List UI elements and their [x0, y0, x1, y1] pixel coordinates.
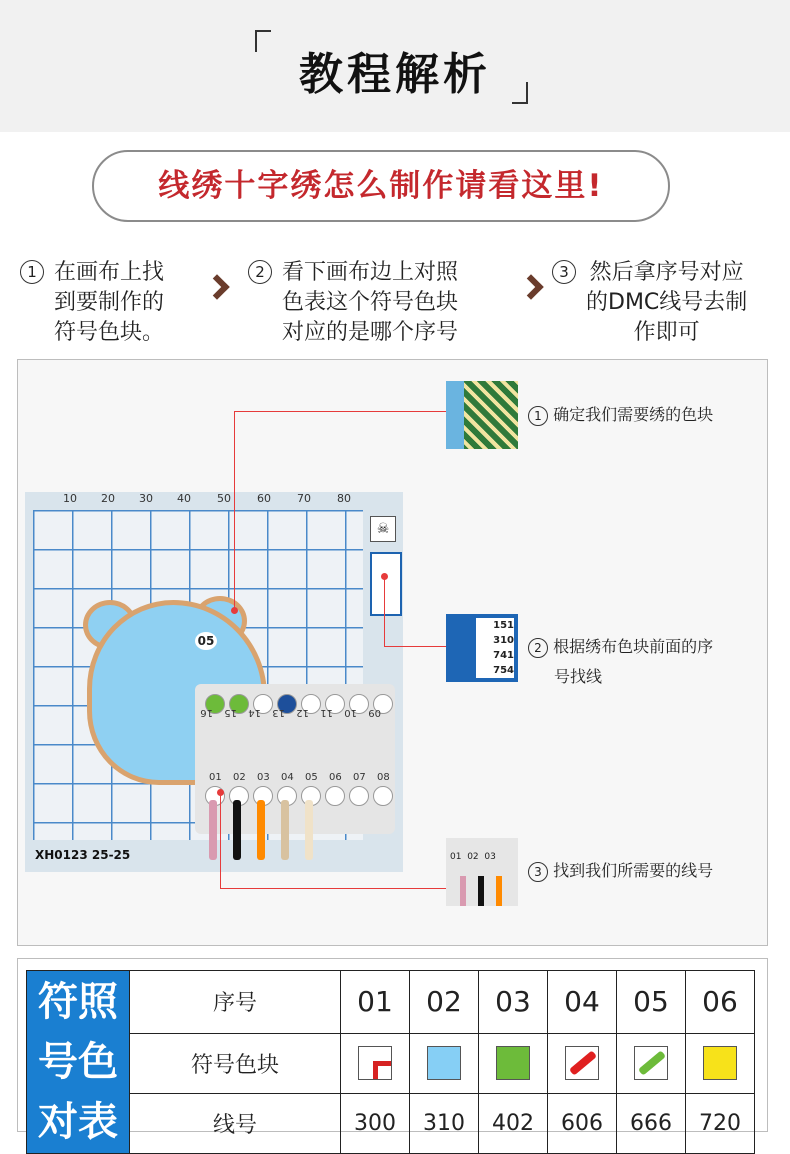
callout-text: 找到我们所需要的线号 — [553, 861, 714, 880]
marker-label: 05 — [195, 632, 217, 650]
step-number: 3 — [552, 260, 576, 284]
card-number: 10 — [344, 707, 357, 718]
thumb-legend-values — [476, 618, 514, 678]
step-text — [586, 258, 747, 348]
axis-label: 40 — [177, 492, 191, 505]
thread-beige — [281, 800, 289, 860]
axis-label: 50 — [217, 492, 231, 505]
legend-value: 310 — [493, 635, 514, 646]
thread-pink — [460, 876, 466, 906]
thumbnail-legend-chart — [446, 614, 518, 682]
index-cell: 02 — [410, 971, 479, 1034]
step-line: 作即可 — [633, 320, 700, 345]
step-text — [54, 258, 164, 348]
thread-black — [478, 876, 484, 906]
callout-1 — [528, 400, 713, 430]
axis-label: 60 — [257, 492, 271, 505]
card-number: 06 — [329, 772, 342, 783]
callout-2 — [528, 632, 713, 692]
pointer-line — [384, 576, 385, 646]
thumbnail-color-block — [446, 381, 518, 449]
step-line: 然后拿序号对应 — [589, 260, 744, 285]
card-number: 09 — [368, 707, 381, 718]
thread-orange — [257, 800, 265, 860]
axis-label: 20 — [101, 492, 115, 505]
step-line: 在画布上找 — [54, 260, 165, 285]
thread-hole — [373, 786, 393, 806]
pointer-line — [384, 646, 446, 647]
card-number: 01 — [209, 772, 222, 783]
callout-number: 2 — [528, 638, 548, 658]
thread-cell: 310 — [410, 1093, 479, 1153]
row-label-thread: 线号 — [130, 1093, 341, 1153]
side-char: 照 — [78, 979, 118, 1025]
page-title: 教程解析 — [299, 49, 491, 100]
axis-labels — [25, 492, 403, 506]
card-number: 14 — [248, 707, 261, 718]
legend-value: 754 — [493, 665, 514, 676]
card-number: 12 — [296, 707, 309, 718]
pattern-code: XH0123 25-25 — [35, 848, 131, 862]
thread-cell: 666 — [617, 1093, 686, 1153]
thread-hole — [349, 786, 369, 806]
table-side-label — [27, 971, 130, 1154]
card-number: 02 — [233, 772, 246, 783]
axis-label: 30 — [139, 492, 153, 505]
corner-bracket-right — [512, 82, 528, 104]
index-cell: 04 — [548, 971, 617, 1034]
index-cell: 03 — [479, 971, 548, 1034]
side-char: 对 — [38, 1099, 78, 1145]
legend-value: 151 — [493, 620, 514, 631]
card-number: 13 — [272, 707, 285, 718]
side-char: 符 — [38, 979, 78, 1025]
pointer-line — [234, 411, 446, 412]
card-number: 05 — [305, 772, 318, 783]
index-cell: 05 — [617, 971, 686, 1034]
swatch-cell — [686, 1033, 755, 1093]
pointer-dot — [231, 607, 238, 614]
swatch-cell — [617, 1033, 686, 1093]
symbol-color-table — [26, 970, 755, 1154]
step-line: 看下画布边上对照 — [282, 260, 459, 285]
axis-label: 70 — [297, 492, 311, 505]
step-line: 的DMC线号去制 — [586, 290, 748, 315]
card-number: 04 — [281, 772, 294, 783]
step-line: 色表这个符号色块 — [282, 290, 459, 315]
thread-cell: 606 — [548, 1093, 617, 1153]
header — [0, 0, 790, 132]
swatch-cell — [410, 1033, 479, 1093]
callout-text: 号找线 — [554, 667, 603, 686]
row-label-index: 序号 — [130, 971, 341, 1034]
thread-orange — [496, 876, 502, 906]
skull-icon: ☠ — [370, 516, 396, 542]
thread-cream — [305, 800, 313, 860]
thread-card — [195, 684, 395, 834]
card-number: 03 — [484, 852, 496, 862]
card-number: 11 — [320, 707, 333, 718]
swatch-red-diagonal-icon — [565, 1046, 599, 1080]
thread-cell: 720 — [686, 1093, 755, 1153]
thumbnail-thread-card — [446, 838, 518, 906]
callout-number: 1 — [528, 406, 548, 426]
legend-value: 741 — [493, 650, 514, 661]
callout-number: 3 — [528, 862, 548, 882]
card-number: 03 — [257, 772, 270, 783]
axis-label: 80 — [337, 492, 351, 505]
thread-cell: 300 — [341, 1093, 410, 1153]
swatch-cell — [479, 1033, 548, 1093]
step-line: 到要制作的 — [54, 290, 165, 315]
step-number: 1 — [20, 260, 44, 284]
index-cell: 06 — [686, 971, 755, 1034]
card-number: 01 — [450, 852, 462, 862]
step-number: 2 — [248, 260, 272, 284]
card-number: 07 — [353, 772, 366, 783]
pointer-line — [234, 411, 235, 611]
thumb-blue — [446, 381, 464, 449]
swatch-green-diagonal-icon — [634, 1046, 668, 1080]
step-line: 对应的是哪个序号 — [282, 320, 459, 345]
swatch-cell — [548, 1033, 617, 1093]
thread-hole — [325, 786, 345, 806]
pointer-dot — [217, 789, 224, 796]
callout-text: 根据绣布色块前面的序 — [553, 637, 714, 656]
card-number: 15 — [224, 707, 237, 718]
swatch-corner-icon — [358, 1046, 392, 1080]
thread-black — [233, 800, 241, 860]
thumb-card-numbers — [450, 852, 518, 862]
swatch-blue — [427, 1046, 461, 1080]
index-cell: 01 — [341, 971, 410, 1034]
card-number: 08 — [377, 772, 390, 783]
row-label-symbol: 符号色块 — [130, 1033, 341, 1093]
swatch-cell — [341, 1033, 410, 1093]
pointer-line — [220, 792, 221, 888]
side-char: 色 — [78, 1039, 118, 1085]
step-text — [282, 258, 458, 348]
side-char: 号 — [38, 1039, 78, 1085]
swatch-green — [496, 1046, 530, 1080]
legend-chart-preview — [370, 552, 402, 616]
pointer-line — [220, 888, 446, 889]
card-number: 02 — [467, 852, 479, 862]
callout-3 — [528, 856, 713, 886]
step-line: 符号色块。 — [54, 320, 165, 345]
thread-pink — [209, 800, 217, 860]
instruction-banner: 线绣十字绣怎么制作请看这里! — [92, 150, 670, 222]
cross-stitch-photo — [25, 492, 403, 872]
pointer-dot — [381, 573, 388, 580]
side-char: 表 — [78, 1099, 118, 1145]
callout-text: 确定我们需要绣的色块 — [553, 405, 714, 424]
axis-label: 10 — [63, 492, 77, 505]
card-number: 16 — [200, 707, 213, 718]
thread-cell: 402 — [479, 1093, 548, 1153]
swatch-yellow — [703, 1046, 737, 1080]
